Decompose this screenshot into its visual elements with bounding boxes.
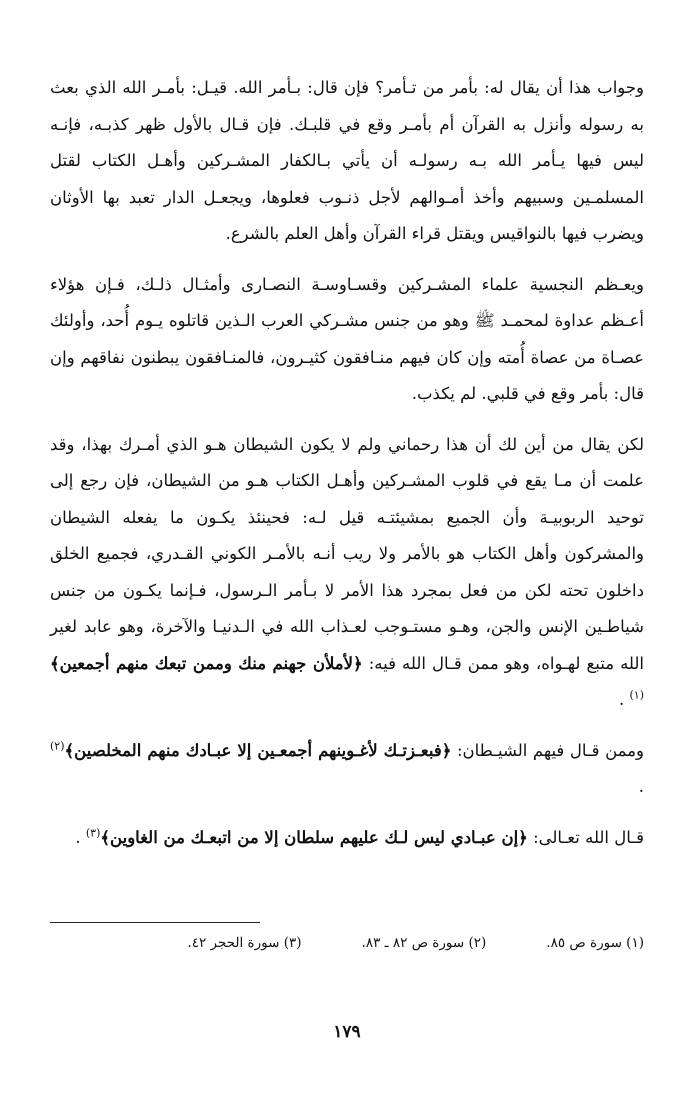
- quran-verse-2: ﴿فبعـزتـك لأغـوينهم أجمعـين إلا عبـادك منهم المخلصين﴾: [64, 740, 452, 760]
- quran-verse-1: ﴿لأملأن جهنم منك وممن تبعك منهم أجمعين﴾: [50, 653, 363, 673]
- quran-verse-3: ﴿إن عبـادي ليس لـك عليهم سلطان إلا من اتبعـك من الغاوين﴾: [100, 827, 528, 847]
- paragraph-1: [50, 70, 644, 253]
- page-number: ١٧٩: [333, 1022, 361, 1042]
- paragraph-4-tail: .: [638, 777, 644, 796]
- footnote-divider: [50, 922, 260, 923]
- paragraph-4-text: وممن قـال فيهم الشيـطان:: [456, 740, 644, 760]
- page-body: [50, 70, 644, 870]
- paragraph-5-text: قـال الله تعـالى:: [533, 827, 644, 847]
- footnote-1: (١) سورة ص ٨٥.: [546, 935, 644, 951]
- paragraph-3-tail: .: [618, 690, 630, 709]
- paragraph-1-text: وجواب هذا أن يقال له: بأمر من تـأمر؟ فإن قال: بـأمر الله. قيـل: بأمـر الله الذي بعث به رسوله وأنزل به القرآن أم بأمـر وقع في قلبـك. فإن قـال بالأول ظهر كذبـه، فإنـه ليس فيها يـأمر الله بـه رسولـه أن يأتي بـالكفار المشـركين وأهـل الكتاب لقتل المسلمـين وسبيهم وأخذ أمـوالهم لأجل ذنـوب فعلوها، ويجعـل الدار تعبد بها الأوثان ويضرب فيها بالنواقيس ويقتل قراء القرآن وأهل العلم بالشرع.: [50, 78, 644, 243]
- paragraph-3: [50, 427, 644, 719]
- paragraph-2-text: ويعـظم النجسية علماء المشـركين وقسـاوسـة النصـارى وأمثـال ذلـك، فـإن هؤلاء أعـظم عداوة لمحمـد ﷺ وهو من جنس مشـركي العرب الـذين قاتلوه يـوم أُحد، وأولئك عصـاة من عصاة أُمته وإن كان فيهم منـافقون كثيـرون، فالمنـافقون يبطنون نفاقهم وإن قال: بأمر وقع في قلبي. لم يكذب.: [50, 274, 644, 403]
- footnote-ref-3: (٣): [85, 826, 101, 839]
- paragraph-3-text: لكن يقال من أين لك أن هذا رحماني ولم لا يكون الشيطان هـو الذي أمـرك بهذا، وقد علمت أن مـا يقع في قلوب المشـركين وأهـل الكتاب هـو من الشيطان، فإن رجع إلى توحيد الربوبيـة وأن الجميع بمشيئتـه قيل لـه: فحينئذ يكـون ما يفعله الشيطان والمشركون وأهل الكتاب هو بالأمر ولا ريب أنـه بالأمـر الكوني القـدري، فجميع الخلق داخلون تحته لكن من فعل بمجرد هذا الأمر لا بـأمر الـرسول، فـإنما يكـون من جنس شياطـين الإنس والجن، وهـو مستـوجب لعـذاب الله في الـدنيـا والآخرة، وهو عابد لغير الله متبع لهـواه، وهو ممن قـال الله فيه:: [50, 434, 644, 673]
- footnote-3: (٣) سورة الحجر ٤٢.: [187, 935, 302, 951]
- footnote-ref-1: (١): [629, 688, 644, 702]
- footnotes: [50, 935, 644, 951]
- paragraph-5: [50, 820, 644, 857]
- footnote-2: (٢) سورة ص ٨٢ ـ ٨٣.: [361, 935, 487, 951]
- paragraph-2: [50, 267, 644, 413]
- footnote-ref-2: (٢): [50, 739, 65, 752]
- paragraph-5-tail: .: [75, 827, 86, 847]
- paragraph-4: [50, 733, 644, 806]
